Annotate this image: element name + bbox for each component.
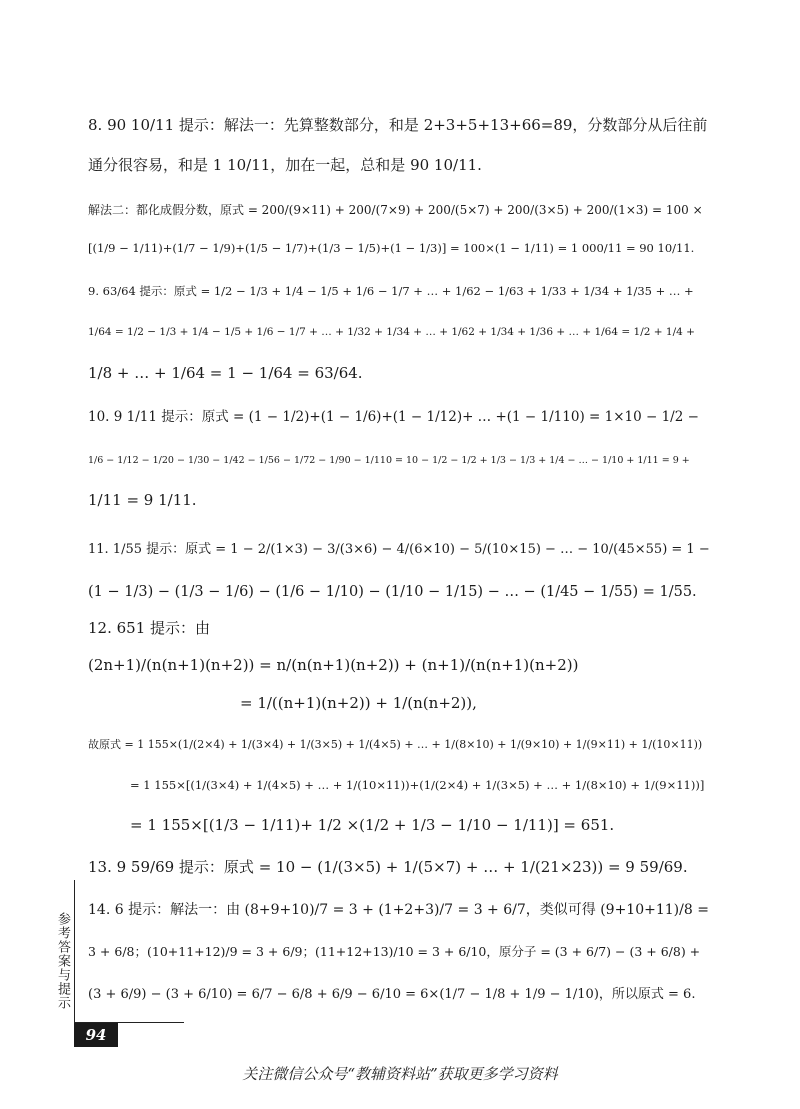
sidebar-label: 参考答案与提示	[55, 912, 70, 1010]
footer-note: 关注微信公众号“教辅资料站”获取更多学习资料	[242, 1065, 558, 1083]
text-line: = 1 155×[(1/3 − 1/11)+ 1/2 ×(1/2 + 1/3 − 1/10 − 1/11)] = 651.	[130, 816, 615, 834]
page-number: 94	[74, 1023, 118, 1047]
text-line: 1/8 + … + 1/64 = 1 − 1/64 = 63/64.	[88, 364, 363, 382]
text-line: 解法二：都化成假分数，原式 = 200/(9×11) + 200/(7×9) + 200/(5×7) + 200/(3×5) + 200/(1×3) = 100 ×	[88, 203, 703, 217]
text-line: 11. 1/55 提示：原式 = 1 − 2/(1×3) − 3/(3×6) − 4/(6×10) − 5/(10×15) − … − 10/(45×55) = 1 −	[88, 542, 710, 557]
text-line: [(1/9 − 1/11)+(1/7 − 1/9)+(1/5 − 1/7)+(1/3 − 1/5)+(1 − 1/3)] = 100×(1 − 1/11) = 1 000/11 = 90 10/11.	[88, 241, 695, 255]
text-line: 3 + 6/8；(10+11+12)/9 = 3 + 6/9；(11+12+13)/10 = 3 + 6/10，原分子 = (3 + 6/7) − (3 + 6/8) +	[88, 944, 701, 959]
text-line: 1/64 = 1/2 − 1/3 + 1/4 − 1/5 + 1/6 − 1/7 + … + 1/32 + 1/34 + … + 1/62 + 1/34 + 1/36 + … + 1/64 = 1/2 + 1/4 +	[88, 326, 695, 338]
text-line: 14. 6 提示：解法一：由 (8+9+10)/7 = 3 + (1+2+3)/7 = 3 + 6/7，类似可得 (9+10+11)/8 =	[88, 902, 709, 918]
text-line: (2n+1)/(n(n+1)(n+2)) = n/(n(n+1)(n+2)) + (n+1)/(n(n+1)(n+2))	[88, 656, 579, 674]
text-line: 13. 9 59/69 提示：原式 = 10 − (1/(3×5) + 1/(5×7) + … + 1/(21×23)) = 9 59/69.	[88, 858, 688, 876]
text-line: 9. 63/64 提示：原式 = 1/2 − 1/3 + 1/4 − 1/5 + 1/6 − 1/7 + … + 1/62 − 1/63 + 1/33 + 1/34 + 1/35 + … +	[88, 284, 694, 298]
text-line: 1/11 = 9 1/11.	[88, 491, 197, 509]
text-line: = 1 155×[(1/(3×4) + 1/(4×5) + … + 1/(10×11))+(1/(2×4) + 1/(3×5) + … + 1/(8×10) + 1/(9×11))]	[130, 778, 705, 792]
text-line: = 1/((n+1)(n+2)) + 1/(n(n+2)),	[240, 694, 477, 712]
text-line: 8. 90 10/11 提示：解法一：先算整数部分，和是 2+3+5+13+66=89，分数部分从后往前	[88, 116, 708, 134]
text-line: 故原式 = 1 155×(1/(2×4) + 1/(3×4) + 1/(3×5) + 1/(4×5) + … + 1/(8×10) + 1/(9×10) + 1/(9×11) + 1/(10×11))	[88, 738, 703, 751]
text-line: (1 − 1/3) − (1/3 − 1/6) − (1/6 − 1/10) − (1/10 − 1/15) − … − (1/45 − 1/55) = 1/55.	[88, 584, 697, 600]
text-line: 1/6 − 1/12 − 1/20 − 1/30 − 1/42 − 1/56 − 1/72 − 1/90 − 1/110 = 10 − 1/2 − 1/2 + 1/3 − 1/3 + 1/4 − … − 1/10 + 1/11 = 9 +	[88, 455, 690, 466]
text-line: 10. 9 1/11 提示：原式 = (1 − 1/2)+(1 − 1/6)+(1 − 1/12)+ … +(1 − 1/110) = 1×10 − 1/2 −	[88, 409, 699, 425]
text-line: (3 + 6/9) − (3 + 6/10) = 6/7 − 6/8 + 6/9 − 6/10 = 6×(1/7 − 1/8 + 1/9 − 1/10)，所以原式 = 6.	[88, 987, 696, 1002]
text-line: 通分很容易，和是 1 10/11，加在一起，总和是 90 10/11.	[88, 156, 482, 174]
text-line: 12. 651 提示：由	[88, 619, 211, 637]
